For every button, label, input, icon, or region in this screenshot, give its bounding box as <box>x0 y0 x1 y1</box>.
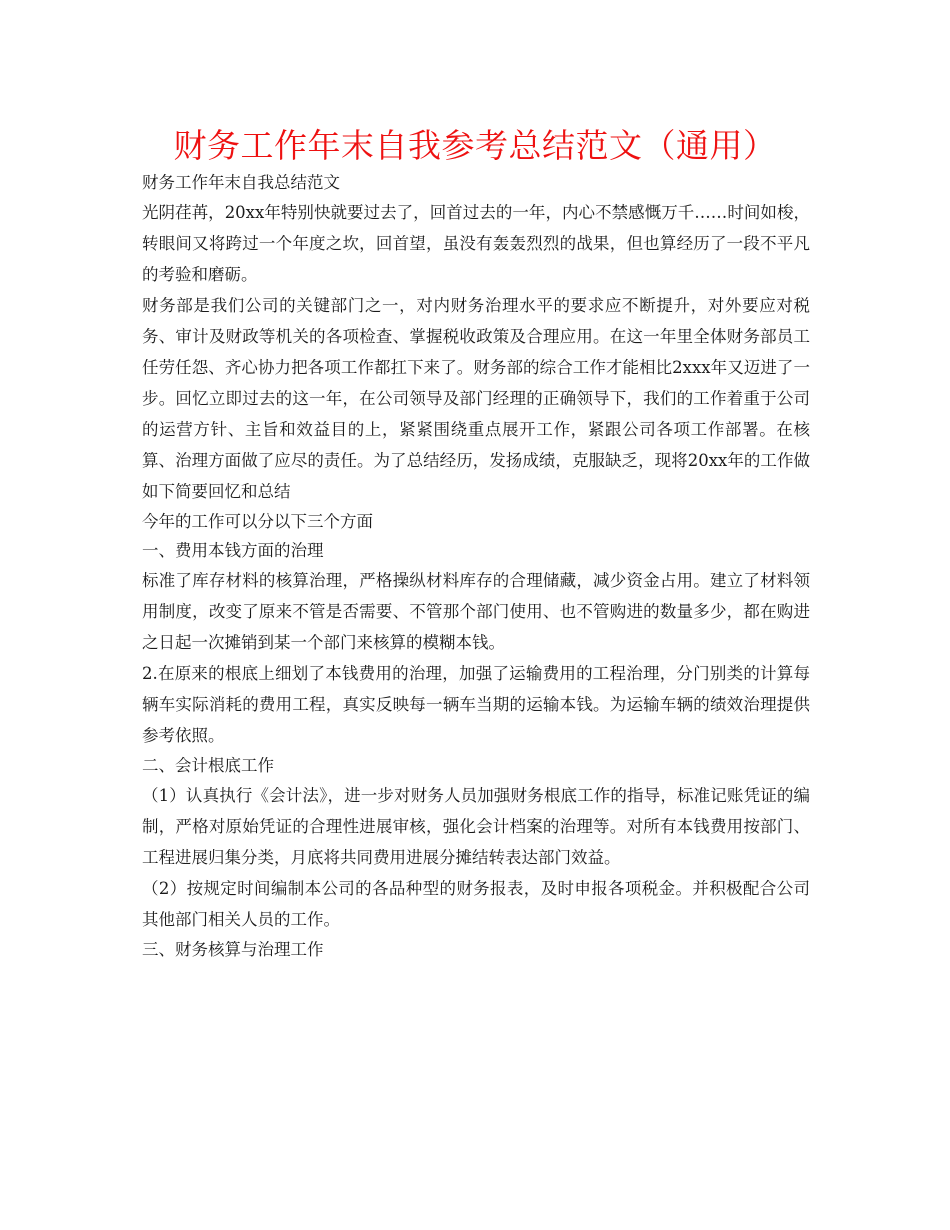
paragraph-subtitle: 财务工作年末自我总结范文 <box>142 173 340 192</box>
section-heading-accounting: 二、会计根底工作 <box>142 756 274 775</box>
paragraph-inventory: 标准了库存材料的核算治理，严格操纵材料库存的合理储藏，减少资金占用。建立了材料领用制度，改变了原来不管是否需要、不管那个部门使用、也不管购进的数量多少，都在购进之日起一次摊销到某一个部门来核算的模糊本钱。 <box>142 571 810 652</box>
document-body <box>142 168 810 964</box>
section-heading-cost: 一、费用本钱方面的治理 <box>142 541 324 560</box>
paragraph-overview: 今年的工作可以分以下三个方面 <box>142 512 373 531</box>
paragraph-intro: 光阴荏苒，20xx年特别快就要过去了，回首过去的一年，内心不禁感慨万千……时间如梭，转眼间又将跨过一个年度之坎，回首望，虽没有轰轰烈烈的战果，但也算经历了一段不平凡的考验和磨砺。 <box>142 203 810 284</box>
paragraph-transport-cost: 2.在原来的根底上细划了本钱费用的治理，加强了运输费用的工程治理，分门别类的计算每辆车实际消耗的费用工程，真实反映每一辆车当期的运输本钱。为运输车辆的绩效治理提供参考依照。 <box>142 664 810 745</box>
section-heading-finance: 三、财务核算与治理工作 <box>142 940 324 959</box>
document-title: 财务工作年末自我参考总结范文（通用） <box>173 126 777 165</box>
paragraph-reports: （2）按规定时间编制本公司的各品种型的财务报表，及时申报各项税金。并积极配合公司其他部门相关人员的工作。 <box>142 879 810 929</box>
paragraph-department: 财务部是我们公司的关键部门之一，对内财务治理水平的要求应不断提升，对外要应对税务、审计及财政等机关的各项检查、掌握税收政策及合理应用。在这一年里全体财务部员工任劳任怨、齐心协力把各项工作都扛下来了。财务部的综合工作才能相比2xxx年又迈进了一步。回忆立即过去的这一年，在公司领导及部门经理的正确领导下，我们的工作着重于公司的运营方针、主旨和效益目的上，紧紧围绕重点展开工作，紧跟公司各项工作部署。在核算、治理方面做了应尽的责任。为了总结经历，发扬成绩，克服缺乏，现将20xx年的工作做如下简要回忆和总结 <box>142 296 810 501</box>
paragraph-accounting-law: （1）认真执行《会计法》，进一步对财务人员加强财务根底工作的指导，标准记账凭证的编制，严格对原始凭证的合理性进展审核，强化会计档案的治理等。对所有本钱费用按部门、工程进展归集分类，月底将共同费用进展分摊结转表达部门效益。 <box>142 786 810 867</box>
